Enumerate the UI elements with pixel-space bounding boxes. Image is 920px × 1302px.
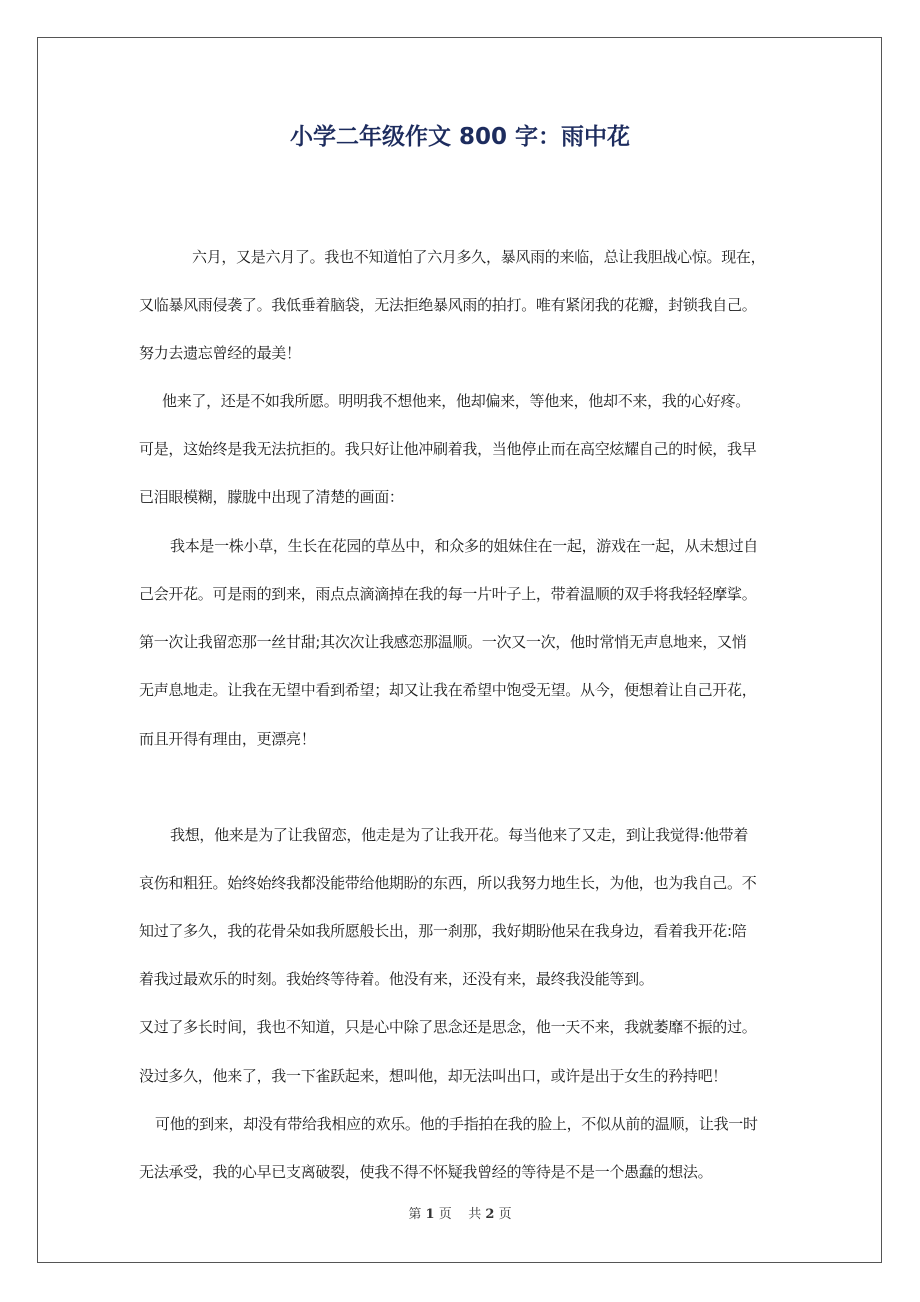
page-number: 1 xyxy=(425,1207,435,1222)
paragraph-line: 而且开得有理由，更漂亮！ xyxy=(139,730,316,748)
paragraph-line: 我想，他来是为了让我留恋，他走是为了让我开花。每当他来了又走，到让我觉得:他带着 xyxy=(170,826,749,844)
paragraph-line: 又过了多长时间，我也不知道，只是心中除了思念还是思念，他一天不来，我就萎靡不振的过。 xyxy=(139,1018,757,1036)
paragraph-line: 己会开花。可是雨的到来，雨点点滴滴掉在我的每一片叶子上，带着温顺的双手将我轻轻摩挲。 xyxy=(139,585,757,603)
paragraph-line: 可他的到来，却没有带给我相应的欢乐。他的手指拍在我的脸上，不似从前的温顺，让我一时 xyxy=(155,1115,758,1133)
paragraph-line: 努力去遗忘曾经的最美！ xyxy=(139,344,301,362)
paragraph-line: 没过多久，他来了，我一下雀跃起来，想叫他，却无法叫出口，或许是出于女生的矜持吧！ xyxy=(139,1067,728,1085)
paragraph-line: 他来了，还是不如我所愿。明明我不想他来，他却偏来，等他来，他却不来，我的心好疼。 xyxy=(162,392,751,410)
total-label-suffix: 页 xyxy=(498,1207,512,1222)
total-pages: 2 xyxy=(485,1207,495,1222)
paragraph-line: 我本是一株小草，生长在花园的草丛中，和众多的姐妹住在一起，游戏在一起，从未想过自 xyxy=(170,537,759,555)
paragraph-line: 无法承受，我的心早已支离破裂，使我不得不怀疑我曾经的等待是不是一个愚蠢的想法。 xyxy=(139,1163,713,1181)
paragraph-line: 第一次让我留恋那一丝甘甜;其次次让我感恋那温顺。一次又一次，他时常悄无声息地来，又悄 xyxy=(139,633,747,651)
page-label-suffix: 页 xyxy=(438,1207,452,1222)
paragraph-line: 又临暴风雨侵袭了。我低垂着脑袋，无法拒绝暴风雨的拍打。唯有紧闭我的花瓣，封锁我自己。 xyxy=(139,296,757,314)
paragraph-line: 着我过最欢乐的时刻。我始终等待着。他没有来，还没有来，最终我没能等到。 xyxy=(139,970,654,988)
paragraph-line: 已泪眼模糊，朦胧中出现了清楚的画面： xyxy=(139,488,404,506)
total-label-prefix: 共 xyxy=(468,1207,482,1222)
paragraph-line: 无声息地走。让我在无望中看到希望；却又让我在希望中饱受无望。从今，便想着让自己开花， xyxy=(139,681,757,699)
document-title: 小学二年级作文 800 字：雨中花 xyxy=(289,124,631,150)
page-footer xyxy=(0,1204,920,1226)
paragraph-line: 六月，又是六月了。我也不知道怕了六月多久，暴风雨的来临，总让我胆战心惊。现在， xyxy=(192,248,766,266)
paragraph-line: 知过了多久，我的花骨朵如我所愿般长出，那一刹那，我好期盼他呆在我身边，看着我开花:陪 xyxy=(139,922,747,940)
page-label-prefix: 第 xyxy=(408,1207,422,1222)
paragraph-line: 哀伤和粗狂。始终始终我都没能带给他期盼的东西，所以我努力地生长，为他，也为我自己。不 xyxy=(139,874,757,892)
paragraph-line: 可是，这始终是我无法抗拒的。我只好让他冲刷着我，当他停止而在高空炫耀自己的时候，我早 xyxy=(139,440,757,458)
